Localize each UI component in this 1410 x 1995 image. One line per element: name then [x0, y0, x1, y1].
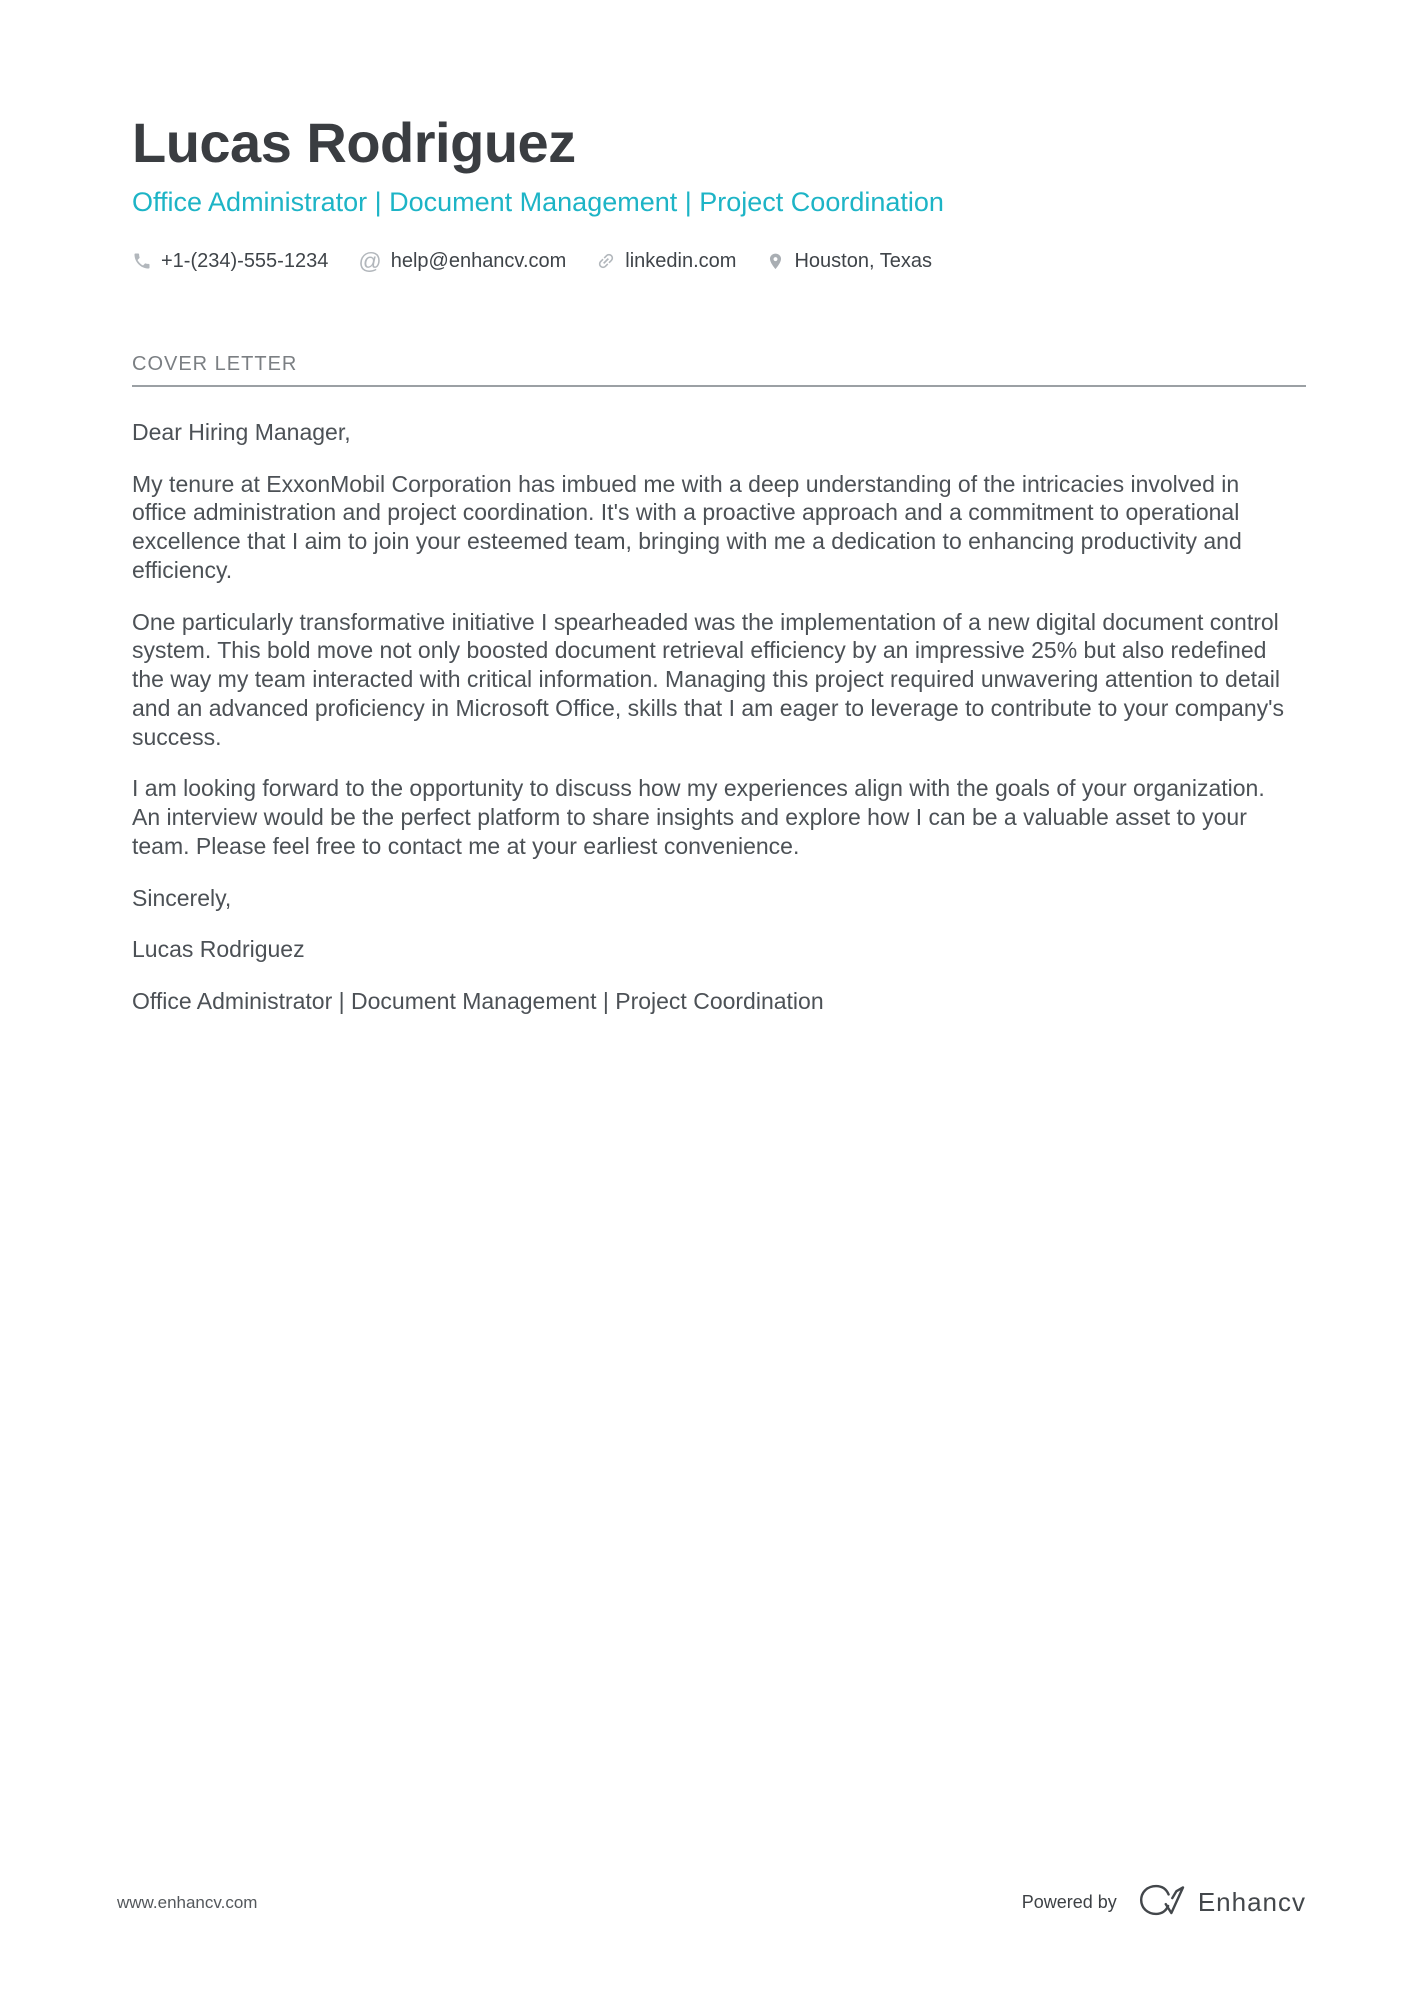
email-text: help@enhancv.com	[390, 249, 567, 272]
website-link[interactable]	[596, 250, 736, 273]
location-item	[766, 250, 932, 273]
person-name: Lucas Rodriguez	[132, 111, 576, 174]
at-icon: @	[358, 247, 382, 274]
enhancv-brand-link[interactable]	[1137, 1882, 1306, 1923]
location-pin-icon	[766, 252, 785, 271]
section-title: COVER LETTER	[132, 352, 298, 375]
paragraph-2: One particularly transformative initiative I spearheaded was the implementation of a new digital document control system. This bold move not only boosted document retrieval efficiency by an impressive 25% but also redefined the way my team interacted with critical information. Managing this project required unwavering attention to detail and an advanced proficiency in Microsoft Office, skills that I am eager to leverage to contribute to your company's success.	[132, 608, 1284, 750]
paragraph-1: My tenure at ExxonMobil Corporation has imbued me with a deep understanding of the intricacies involved in office administration and project coordination. It's with a proactive approach and a commitment to operational excellence that I aim to join your esteemed team, bringing with me a dedication to enhancing productivity and efficiency.	[132, 470, 1242, 583]
phone-icon	[132, 251, 152, 271]
enhancv-logo-icon	[1137, 1882, 1189, 1923]
section-divider	[132, 385, 1306, 387]
header	[132, 112, 1306, 273]
enhancv-website-link[interactable]: www.enhancv.com	[117, 1892, 258, 1912]
link-icon	[596, 251, 616, 271]
email-link[interactable]	[358, 247, 567, 274]
enhancv-wordmark: Enhancv	[1197, 1887, 1306, 1917]
signature-name: Lucas Rodriguez	[132, 936, 305, 963]
paragraph-3: I am looking forward to the opportunity to discuss how my experiences align with the goals of your organization. An interview would be the perfect platform to share insights and explore how I can be a valuable asset to your team. Please feel free to contact me at your earliest convenience.	[132, 775, 1265, 859]
cover-letter-section	[132, 353, 1306, 1016]
contact-row	[132, 247, 1306, 274]
location-text: Houston, Texas	[794, 249, 932, 272]
signature-title: Office Administrator | Document Management | Project Coordination	[132, 988, 824, 1015]
person-headline: Office Administrator | Document Management | Project Coordination	[132, 186, 944, 217]
letter-body	[132, 418, 1306, 1016]
powered-by-block	[1022, 1882, 1306, 1923]
website-text: linkedin.com	[625, 249, 737, 272]
powered-by-label: Powered by	[1021, 1892, 1117, 1912]
greeting: Dear Hiring Manager,	[132, 418, 351, 445]
phone-text: +1-(234)-555-1234	[161, 249, 329, 272]
page-footer	[117, 1882, 1306, 1923]
closing: Sincerely,	[132, 884, 232, 911]
phone-link[interactable]	[132, 250, 328, 273]
